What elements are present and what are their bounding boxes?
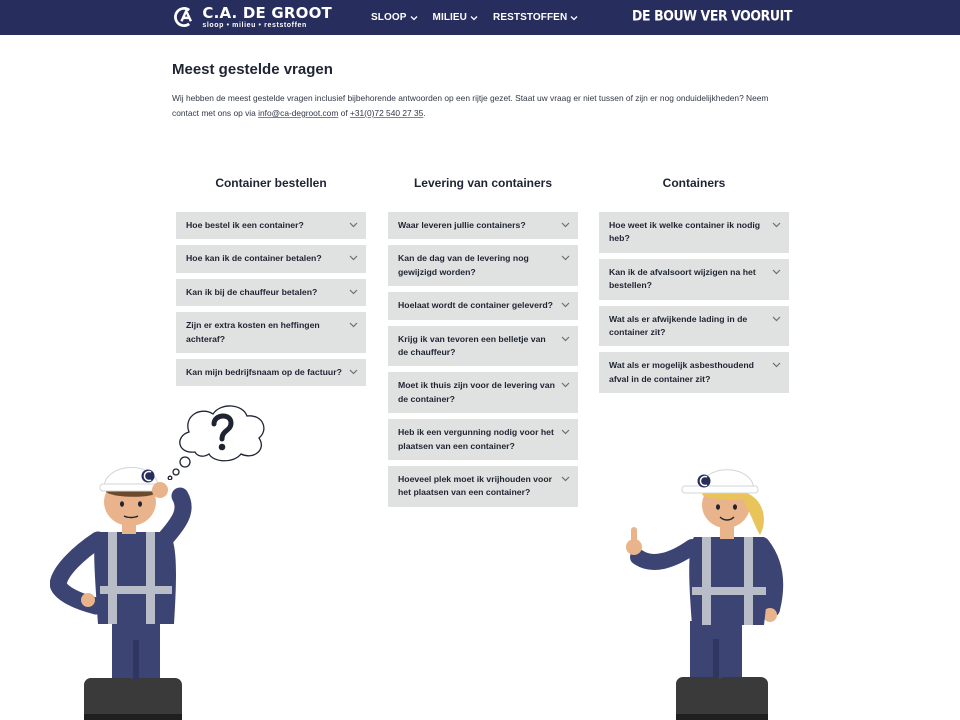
faq-question[interactable] (176, 212, 366, 239)
faq-question[interactable] (388, 372, 578, 413)
faq-column-levering (388, 175, 578, 513)
chevron-down-icon (561, 222, 570, 228)
faq-question-text: Moet ik thuis zijn voor de levering van de container? (398, 380, 555, 404)
worker-thumbs-up (622, 455, 792, 720)
nav-item-reststoffen[interactable] (493, 12, 578, 23)
intro-body: Wij hebben de meest gestelde vragen inclusief bijbehorende antwoorden op een rijtje gezet. Staat uw vraag er niet tussen of zijn er nog onduidelijkheden? Neem contact met ons op via (172, 93, 769, 118)
faq-column-containers (599, 175, 789, 399)
chevron-down-icon (772, 269, 781, 275)
chevron-down-icon (349, 255, 358, 261)
chevron-down-icon (410, 15, 418, 21)
faq-question-text: Krijg ik van tevoren een belletje van de chauffeur? (398, 333, 546, 358)
faq-question[interactable] (176, 279, 366, 306)
phone-link[interactable]: +31(0)72 540 27 35 (349, 108, 424, 118)
nav-item-label: SLOOP (371, 12, 407, 23)
faq-question-text: Hoe kan ik de container betalen? (186, 253, 322, 264)
chevron-down-icon (561, 476, 570, 482)
faq-question-text: Wat als er mogelijk asbesthoudend afval in de container zit? (609, 360, 754, 384)
faq-question-text: Wat als er afwijkende lading in de container zit? (609, 313, 748, 338)
nav-item-milieu[interactable] (433, 12, 479, 23)
logo-tagline: sloop • milieu • reststoffen (202, 21, 307, 29)
faq-column-title: Container bestellen (215, 176, 327, 190)
chevron-down-icon (470, 15, 478, 21)
chevron-down-icon (349, 222, 358, 228)
nav-item-label: RESTSTOFFEN (493, 12, 568, 23)
chevron-down-icon (561, 382, 570, 388)
faq-question-text: Kan ik bij de chauffeur betalen? (186, 286, 318, 297)
faq-question[interactable] (388, 292, 578, 319)
faq-question[interactable] (599, 212, 789, 253)
faq-column-container-bestellen (176, 175, 366, 392)
logo-name: C.A. DE GROOT (202, 3, 332, 22)
chevron-down-icon (561, 302, 570, 308)
faq-question-text: Hoe bestel ik een container? (186, 220, 304, 230)
faq-question-text: Waar leveren jullie containers? (398, 220, 526, 230)
faq-question[interactable] (388, 466, 578, 507)
chevron-down-icon (772, 316, 781, 322)
chevron-down-icon (561, 255, 570, 261)
chevron-down-icon (561, 336, 570, 342)
faq-question-text: Kan de dag van de levering nog gewijzigd worden? (398, 253, 529, 277)
faq-question[interactable] (599, 259, 789, 300)
chevron-down-icon (570, 15, 578, 21)
faq-question[interactable] (176, 245, 366, 272)
page-title: Meest gestelde vragen (172, 61, 333, 78)
nav-item-sloop[interactable] (371, 12, 418, 23)
main-nav (371, 0, 593, 35)
intro-text (172, 91, 782, 121)
faq-question-text: Hoe weet ik welke container ik nodig heb? (609, 220, 761, 244)
faq-question[interactable] (388, 326, 578, 367)
faq-question[interactable] (388, 419, 578, 460)
chevron-down-icon (561, 429, 570, 435)
ca-logo-icon (172, 4, 194, 30)
site-header (0, 0, 960, 35)
faq-column-title: Levering van containers (413, 176, 553, 190)
intro-or: of (338, 108, 350, 118)
chevron-down-icon (349, 289, 358, 295)
faq-question[interactable] (599, 352, 789, 393)
worker-scratching-head (50, 452, 215, 720)
intro-end: . (423, 108, 426, 118)
faq-question[interactable] (176, 312, 366, 353)
email-link[interactable]: info@ca-degroot.com (258, 108, 339, 118)
faq-question-text: Heb ik een vergunning nodig voor het plaatsen van een container? (398, 427, 554, 451)
faq-question[interactable] (599, 306, 789, 347)
nav-item-label: MILIEU (432, 12, 468, 23)
faq-question[interactable] (388, 245, 578, 286)
faq-question-text: Kan ik de afvalsoort wijzigen na het bestellen? (609, 266, 756, 291)
site-logo[interactable] (172, 2, 332, 32)
faq-question-text: Kan mijn bedrijfsnaam op de factuur? (186, 367, 342, 378)
header-slogan: DE BOUW VER VOORUIT (632, 7, 792, 24)
faq-question-text: Hoeveel plek moet ik vrijhouden voor het plaatsen van een container? (398, 474, 553, 498)
chevron-down-icon (772, 362, 781, 368)
chevron-down-icon (772, 222, 781, 228)
faq-question[interactable] (176, 359, 366, 386)
faq-question-text: Zijn er extra kosten en heffingen achteraf? (186, 320, 320, 344)
chevron-down-icon (349, 369, 358, 375)
faq-column-title: Containers (662, 176, 726, 190)
faq-question[interactable] (388, 212, 578, 239)
faq-question-text: Hoelaat wordt de container geleverd? (398, 300, 553, 311)
chevron-down-icon (349, 322, 358, 328)
